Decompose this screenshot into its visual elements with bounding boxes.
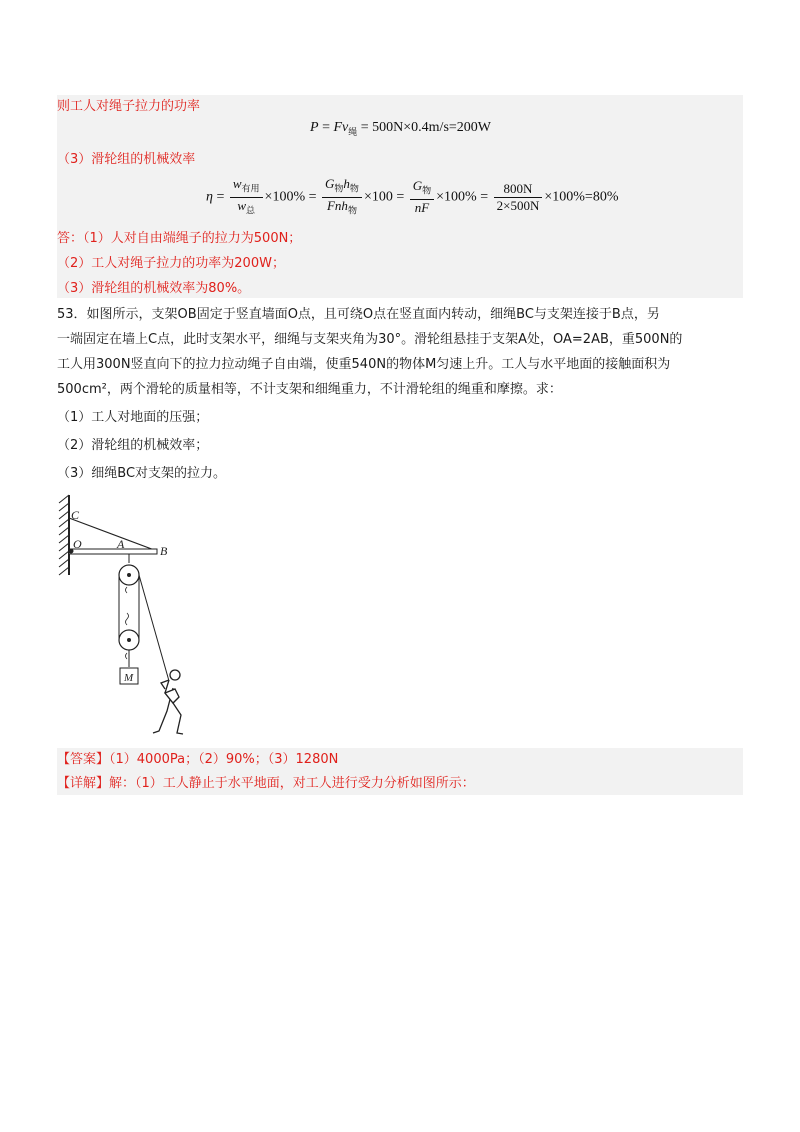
fraction-w: $\frac{w_{有用}}{w_总}$ bbox=[230, 176, 263, 218]
power-sub: 绳 bbox=[348, 126, 358, 137]
question-line-1: 53．如图所示，支架OB固定于竖直墙面O点，且可绕O点在竖直面内转动，细绳BC与支架连接于B点，另 bbox=[57, 307, 660, 322]
part3-heading: （3）滑轮组的机械效率 bbox=[57, 152, 196, 167]
answer-line-2: （2）工人对绳子拉力的功率为200W； bbox=[57, 256, 285, 271]
pulley-figure bbox=[57, 493, 207, 738]
sub-question-1: （1）工人对地面的压强； bbox=[57, 410, 209, 425]
detail-tag: 【详解】 bbox=[57, 776, 110, 791]
fraction-g-nf: $\frac{G_物}{nF}$ bbox=[410, 178, 434, 216]
fraction-numeric: $\frac{800N}{2\times 500N}$ bbox=[494, 181, 543, 214]
fraction-gh: $\frac{G_物h_物}{Fnh_物}$ bbox=[322, 176, 362, 218]
question-53 bbox=[57, 302, 747, 486]
detail-text: 解：（1）工人静止于水平地面，对工人进行受力分析如图所示： bbox=[109, 776, 475, 791]
question-line-3: 工人用300N竖直向下的拉力拉动绳子自由端，使重540N的物体M匀速上升。工人与水平地面的接触面积为 bbox=[57, 357, 671, 372]
power-p: P bbox=[310, 120, 319, 135]
label-c: C bbox=[71, 508, 80, 522]
worker-figure bbox=[153, 670, 183, 734]
answer-line bbox=[57, 750, 338, 770]
label-m: M bbox=[124, 672, 134, 684]
sub-question-3: （3）细绳BC对支架的拉力。 bbox=[57, 466, 227, 481]
answer-tag: 【答案】 bbox=[57, 752, 110, 767]
label-a: A bbox=[117, 537, 125, 551]
detail-line bbox=[57, 774, 475, 794]
power-fv: Fv bbox=[333, 120, 349, 135]
answer-text: （1）4000Pa；（2）90%；（3）1280N bbox=[109, 752, 339, 767]
wall bbox=[59, 495, 69, 575]
label-b: B bbox=[160, 544, 168, 558]
sub-question-2: （2）滑轮组的机械效率； bbox=[57, 438, 209, 453]
power-formula: $P = Fv_绳 = 500N\times 0.4m/s=200W$ bbox=[310, 120, 491, 137]
power-heading: 则工人对绳子拉力的功率 bbox=[57, 99, 201, 114]
question-line-2: 一端固定在墙上C点，此时支架水平，细绳与支架夹角为30°。滑轮组悬挂于支架A处，OA=2AB，重500N的 bbox=[57, 332, 683, 347]
label-o: O bbox=[73, 537, 82, 551]
eta-symbol: η bbox=[206, 189, 213, 205]
answer-line-3: （3）滑轮组的机械效率为80%。 bbox=[57, 281, 251, 296]
answer-line-1: 答：（1）人对自由端绳子的拉力为500N； bbox=[57, 231, 302, 246]
beam-ob bbox=[69, 549, 157, 554]
question-line-4: 500cm²，两个滑轮的质量相等，不计支架和细绳重力，不计滑轮组的绳重和摩擦。求： bbox=[57, 382, 562, 397]
power-result: 500N×0.4m/s=200W bbox=[372, 120, 491, 135]
rope-bc bbox=[69, 518, 157, 551]
efficiency-formula: η = $\frac{w_{有用}}{w_总}$ ×100% = $\frac{G_物h_物}{Fnh_物}$ ×100 = $\frac{G_物}{nF}$ ×100% = $\frac{800N}{2\times 500N}$ ×100%=80% bbox=[206, 176, 618, 218]
